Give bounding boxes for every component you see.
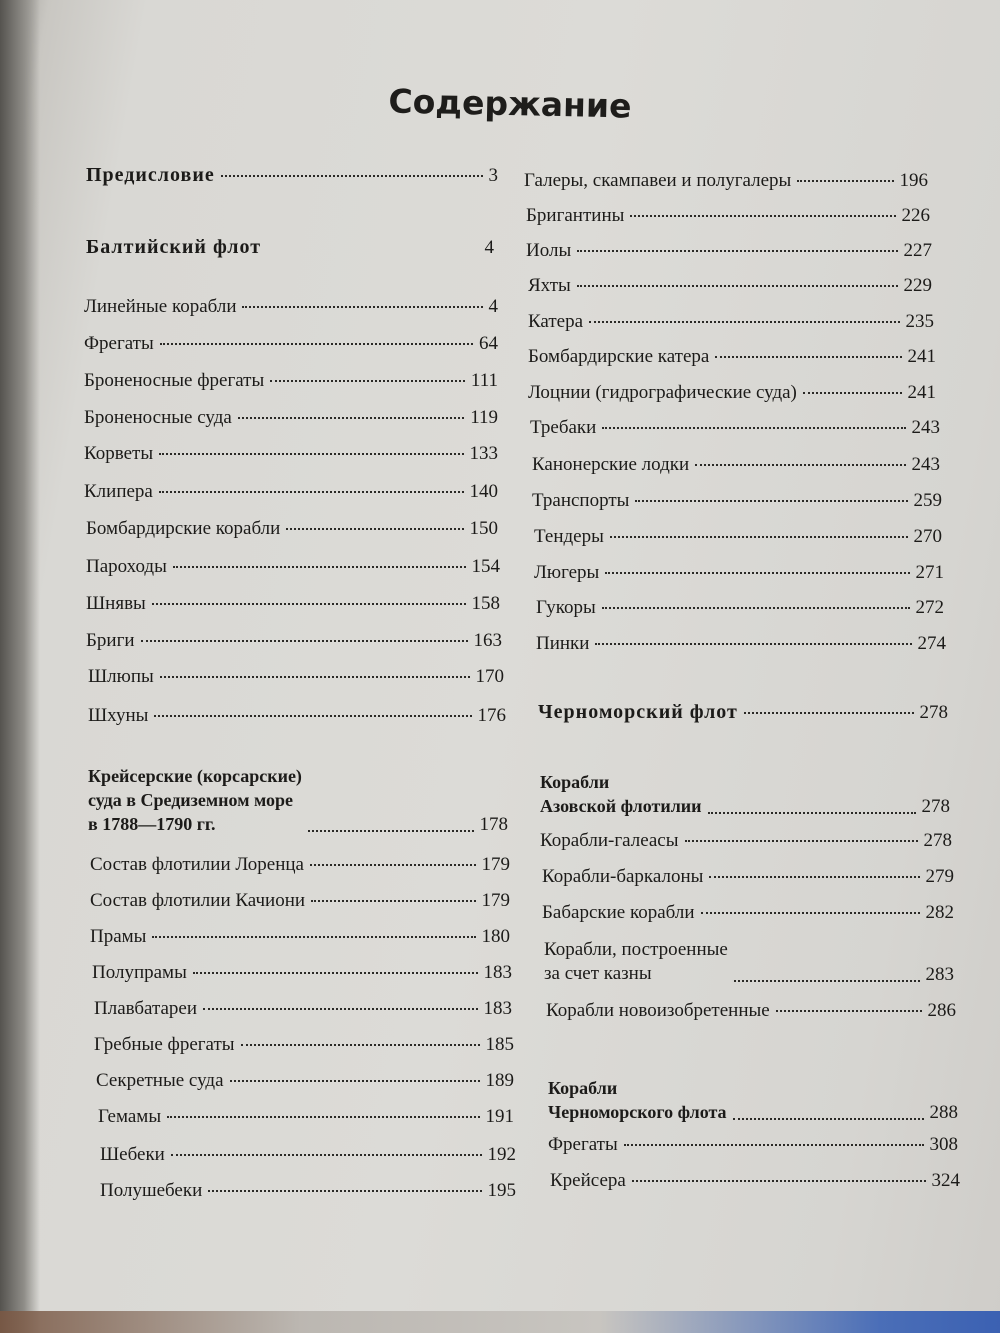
leader-dots — [744, 712, 914, 714]
toc-label: Бабарские корабли — [542, 902, 695, 923]
toc-page: 176 — [477, 705, 506, 726]
toc-label: Гемамы — [98, 1106, 162, 1127]
toc-page: 170 — [475, 666, 504, 687]
toc-entry — [532, 454, 940, 476]
toc-entry — [532, 490, 942, 512]
leader-dots — [602, 427, 905, 429]
toc-page: 150 — [469, 518, 498, 539]
toc-entry — [528, 382, 936, 404]
toc-entry — [528, 275, 932, 297]
toc-entry — [86, 556, 500, 578]
toc-page: 288 — [929, 1102, 958, 1123]
leader-dots — [624, 1144, 924, 1146]
toc-label: Шлюпы — [88, 666, 154, 687]
toc-entry — [526, 240, 932, 262]
toc-label-line: суда в Средиземном море — [88, 790, 293, 810]
toc-label: Клипера — [84, 481, 153, 502]
toc-entry — [526, 205, 930, 227]
toc-label: Требаки — [530, 417, 597, 438]
toc-label: Предисловие — [86, 164, 215, 186]
toc-label: Корабли новоизобретенные — [546, 1000, 770, 1021]
toc-label-line: Азовской флотилии — [540, 796, 702, 816]
leader-dots — [632, 1180, 926, 1182]
toc-page: 158 — [471, 593, 500, 614]
toc-entry — [84, 370, 498, 392]
toc-entry — [536, 633, 946, 655]
toc-label: Корабли-баркалоны — [542, 866, 704, 887]
toc-label: Состав флотилии Качиони — [90, 890, 306, 911]
toc-page: 119 — [470, 407, 498, 428]
toc-label: Полушебеки — [100, 1180, 203, 1201]
leader-dots — [160, 676, 470, 678]
toc-label: Броненосные фрегаты — [84, 370, 265, 391]
toc-page: 192 — [487, 1144, 516, 1165]
toc-label: Шебеки — [100, 1144, 165, 1165]
toc-page: 3 — [488, 165, 498, 186]
toc-entry — [86, 518, 498, 540]
toc-label: Бомбардирские катера — [528, 346, 710, 367]
leader-dots — [308, 830, 474, 832]
leader-dots — [310, 864, 476, 866]
toc-label: Черноморский флот — [538, 701, 738, 723]
leader-dots — [733, 1118, 924, 1120]
toc-page: 274 — [917, 633, 946, 654]
toc-entry — [86, 630, 502, 652]
toc-page: 278 — [923, 830, 952, 851]
toc-label: Крейсера — [550, 1170, 626, 1191]
toc-label-line: за счет казны — [544, 963, 652, 984]
toc-section-baltic — [86, 236, 494, 259]
leader-dots — [152, 936, 475, 938]
toc-entry — [96, 1070, 514, 1092]
toc-label-line: Крейсерские (корсарские) — [88, 766, 302, 786]
toc-label-multiline — [540, 770, 702, 818]
leader-dots — [270, 380, 465, 382]
toc-label: Балтийский флот — [86, 236, 262, 258]
toc-label: Иолы — [526, 240, 572, 261]
leader-dots — [595, 643, 911, 645]
toc-page: 243 — [911, 454, 940, 475]
toc-entry — [94, 998, 512, 1020]
toc-page: 191 — [485, 1106, 514, 1127]
toc-label: Гукоры — [536, 597, 596, 618]
leader-dots — [141, 640, 468, 642]
toc-label-multiline — [544, 938, 728, 986]
toc-page: 189 — [485, 1070, 514, 1091]
leader-dots — [152, 603, 466, 605]
toc-entry — [530, 417, 940, 439]
toc-label: Фрегаты — [84, 333, 154, 354]
toc-page: 183 — [483, 962, 512, 983]
toc-page: 278 — [921, 796, 950, 817]
toc-entry — [542, 902, 954, 924]
toc-entry — [84, 407, 498, 429]
toc-section-black-sea — [538, 701, 948, 724]
toc-entry — [88, 705, 506, 727]
toc-page: 282 — [925, 902, 954, 923]
toc-label: Фрегаты — [548, 1134, 618, 1155]
toc-page: 64 — [479, 333, 498, 354]
spine-shadow — [0, 0, 40, 1333]
toc-label: Катера — [528, 311, 584, 332]
toc-entry — [548, 1134, 958, 1156]
leader-dots — [797, 180, 893, 182]
leader-dots — [154, 715, 471, 717]
toc-label: Плавбатареи — [94, 998, 198, 1019]
toc-label-line: Корабли, построенные — [544, 939, 728, 960]
toc-entry — [542, 866, 954, 888]
toc-label: Тендеры — [534, 526, 604, 547]
toc-page: 180 — [481, 926, 510, 947]
toc-label: Люгеры — [534, 562, 600, 583]
toc-entry — [84, 296, 498, 318]
toc-page: 154 — [471, 556, 500, 577]
toc-page: 243 — [911, 417, 940, 438]
toc-page: 140 — [469, 481, 498, 502]
page-title: Содержание — [388, 81, 632, 126]
toc-entry — [90, 926, 510, 948]
toc-entry — [546, 1000, 956, 1022]
leader-dots — [685, 840, 918, 842]
leader-dots — [776, 1010, 922, 1012]
toc-page: 196 — [899, 170, 928, 191]
leader-dots — [242, 306, 482, 308]
leader-dots — [605, 572, 909, 574]
leader-dots — [221, 175, 483, 177]
leader-dots — [167, 1116, 479, 1118]
leader-dots — [589, 321, 899, 323]
toc-page: 308 — [929, 1134, 958, 1155]
toc-entry — [528, 311, 934, 333]
toc-entry — [100, 1180, 516, 1202]
toc-label-line: Корабли — [548, 1078, 618, 1098]
toc-page: 235 — [905, 311, 934, 332]
toc-page: 185 — [485, 1034, 514, 1055]
toc-page: 229 — [903, 275, 932, 296]
toc-page: 286 — [927, 1000, 956, 1021]
toc-entry — [550, 1170, 960, 1192]
leader-dots — [708, 812, 916, 814]
toc-entry — [98, 1106, 514, 1128]
toc-label: Броненосные суда — [84, 407, 232, 428]
leader-dots — [734, 980, 920, 982]
toc-page: 272 — [915, 597, 944, 618]
leader-dots — [577, 285, 898, 287]
toc-label: Бриги — [86, 630, 135, 651]
toc-page: 227 — [903, 240, 932, 261]
toc-section-azov — [540, 770, 950, 818]
toc-label: Прамы — [90, 926, 147, 947]
toc-page: 270 — [913, 526, 942, 547]
toc-section-black-sea-fleet — [548, 1076, 958, 1124]
leader-dots — [602, 607, 910, 609]
toc-label: Пинки — [536, 633, 590, 654]
leader-dots — [159, 453, 463, 455]
toc-entry — [84, 333, 498, 355]
toc-page: 241 — [907, 346, 936, 367]
toc-page: 259 — [913, 490, 942, 511]
toc-page: 163 — [473, 630, 502, 651]
toc-entry — [100, 1144, 516, 1166]
leader-dots — [159, 491, 464, 493]
toc-entry — [90, 890, 510, 912]
toc-page: 4 — [488, 296, 498, 317]
toc-label-line: Корабли — [540, 772, 610, 792]
toc-label-multiline — [88, 764, 302, 836]
toc-page: 183 — [483, 998, 512, 1019]
leader-dots — [208, 1190, 481, 1192]
leader-dots — [238, 417, 464, 419]
toc-label-line: в 1788—1790 гг. — [88, 814, 216, 834]
toc-label: Канонерские лодки — [532, 454, 690, 475]
toc-label: Корабли-галеасы — [540, 830, 679, 851]
toc-entry — [90, 854, 510, 876]
toc-label: Гребные фрегаты — [94, 1034, 235, 1055]
toc-entry — [540, 830, 952, 852]
toc-label: Полупрамы — [92, 962, 187, 983]
leader-dots — [610, 536, 908, 538]
leader-dots — [311, 900, 475, 902]
toc-page: 179 — [481, 854, 510, 875]
leader-dots — [160, 343, 473, 345]
toc-entry — [536, 597, 944, 619]
toc-entry — [86, 593, 500, 615]
toc-page: 179 — [481, 890, 510, 911]
leader-dots — [286, 528, 463, 530]
toc-entry — [528, 346, 936, 368]
toc-page: 178 — [479, 814, 508, 835]
toc-entry — [92, 962, 512, 984]
toc-entry-preface — [86, 164, 498, 187]
toc-page: 195 — [487, 1180, 516, 1201]
toc-section-mediterranean — [88, 764, 508, 836]
leader-dots — [577, 250, 897, 252]
toc-page: 241 — [907, 382, 936, 403]
toc-label: Линейные корабли — [84, 296, 237, 317]
toc-label: Шнявы — [86, 593, 146, 614]
toc-page: 271 — [915, 562, 944, 583]
toc-label: Яхты — [528, 275, 571, 296]
toc-label: Галеры, скампавеи и полугалеры — [524, 170, 792, 191]
toc-label: Бомбардирские корабли — [86, 518, 281, 539]
toc-entry — [94, 1034, 514, 1056]
toc-page: 283 — [925, 964, 954, 985]
toc-label: Лоцнии (гидрографические суда) — [528, 382, 797, 403]
toc-entry — [534, 526, 942, 548]
leader-dots — [635, 500, 907, 502]
toc-entry — [88, 666, 504, 688]
toc-page: 111 — [470, 370, 498, 391]
toc-page: 226 — [901, 205, 930, 226]
leader-dots — [701, 912, 920, 914]
toc-label: Бригантины — [526, 205, 625, 226]
toc-label: Корветы — [84, 443, 154, 464]
leader-dots — [171, 1154, 482, 1156]
leader-dots — [173, 566, 466, 568]
toc-label: Транспорты — [532, 490, 630, 511]
toc-label: Пароходы — [86, 556, 167, 577]
leader-dots — [230, 1080, 480, 1082]
toc-entry — [534, 562, 944, 584]
leader-dots — [695, 464, 905, 466]
leader-dots — [193, 972, 478, 974]
leader-dots — [241, 1044, 480, 1046]
toc-entry — [524, 170, 928, 192]
toc-label: Состав флотилии Лоренца — [90, 854, 304, 875]
leader-dots — [203, 1008, 477, 1010]
toc-label: Секретные суда — [96, 1070, 224, 1091]
toc-entry — [544, 938, 954, 986]
leader-dots — [630, 215, 895, 217]
book-edge-strip — [0, 1311, 1000, 1333]
toc-label-line: Черноморского флота — [548, 1102, 727, 1122]
toc-label-multiline — [548, 1076, 727, 1124]
toc-page: 324 — [931, 1170, 960, 1191]
toc-entry — [84, 443, 498, 465]
leader-dots — [715, 356, 901, 358]
toc-page: 133 — [469, 443, 498, 464]
leader-dots — [803, 392, 902, 394]
leader-dots — [709, 876, 919, 878]
toc-page: 278 — [919, 702, 948, 723]
toc-page: 4 — [484, 237, 494, 258]
toc-page: 279 — [925, 866, 954, 887]
toc-label: Шхуны — [88, 705, 149, 726]
toc-entry — [84, 481, 498, 503]
